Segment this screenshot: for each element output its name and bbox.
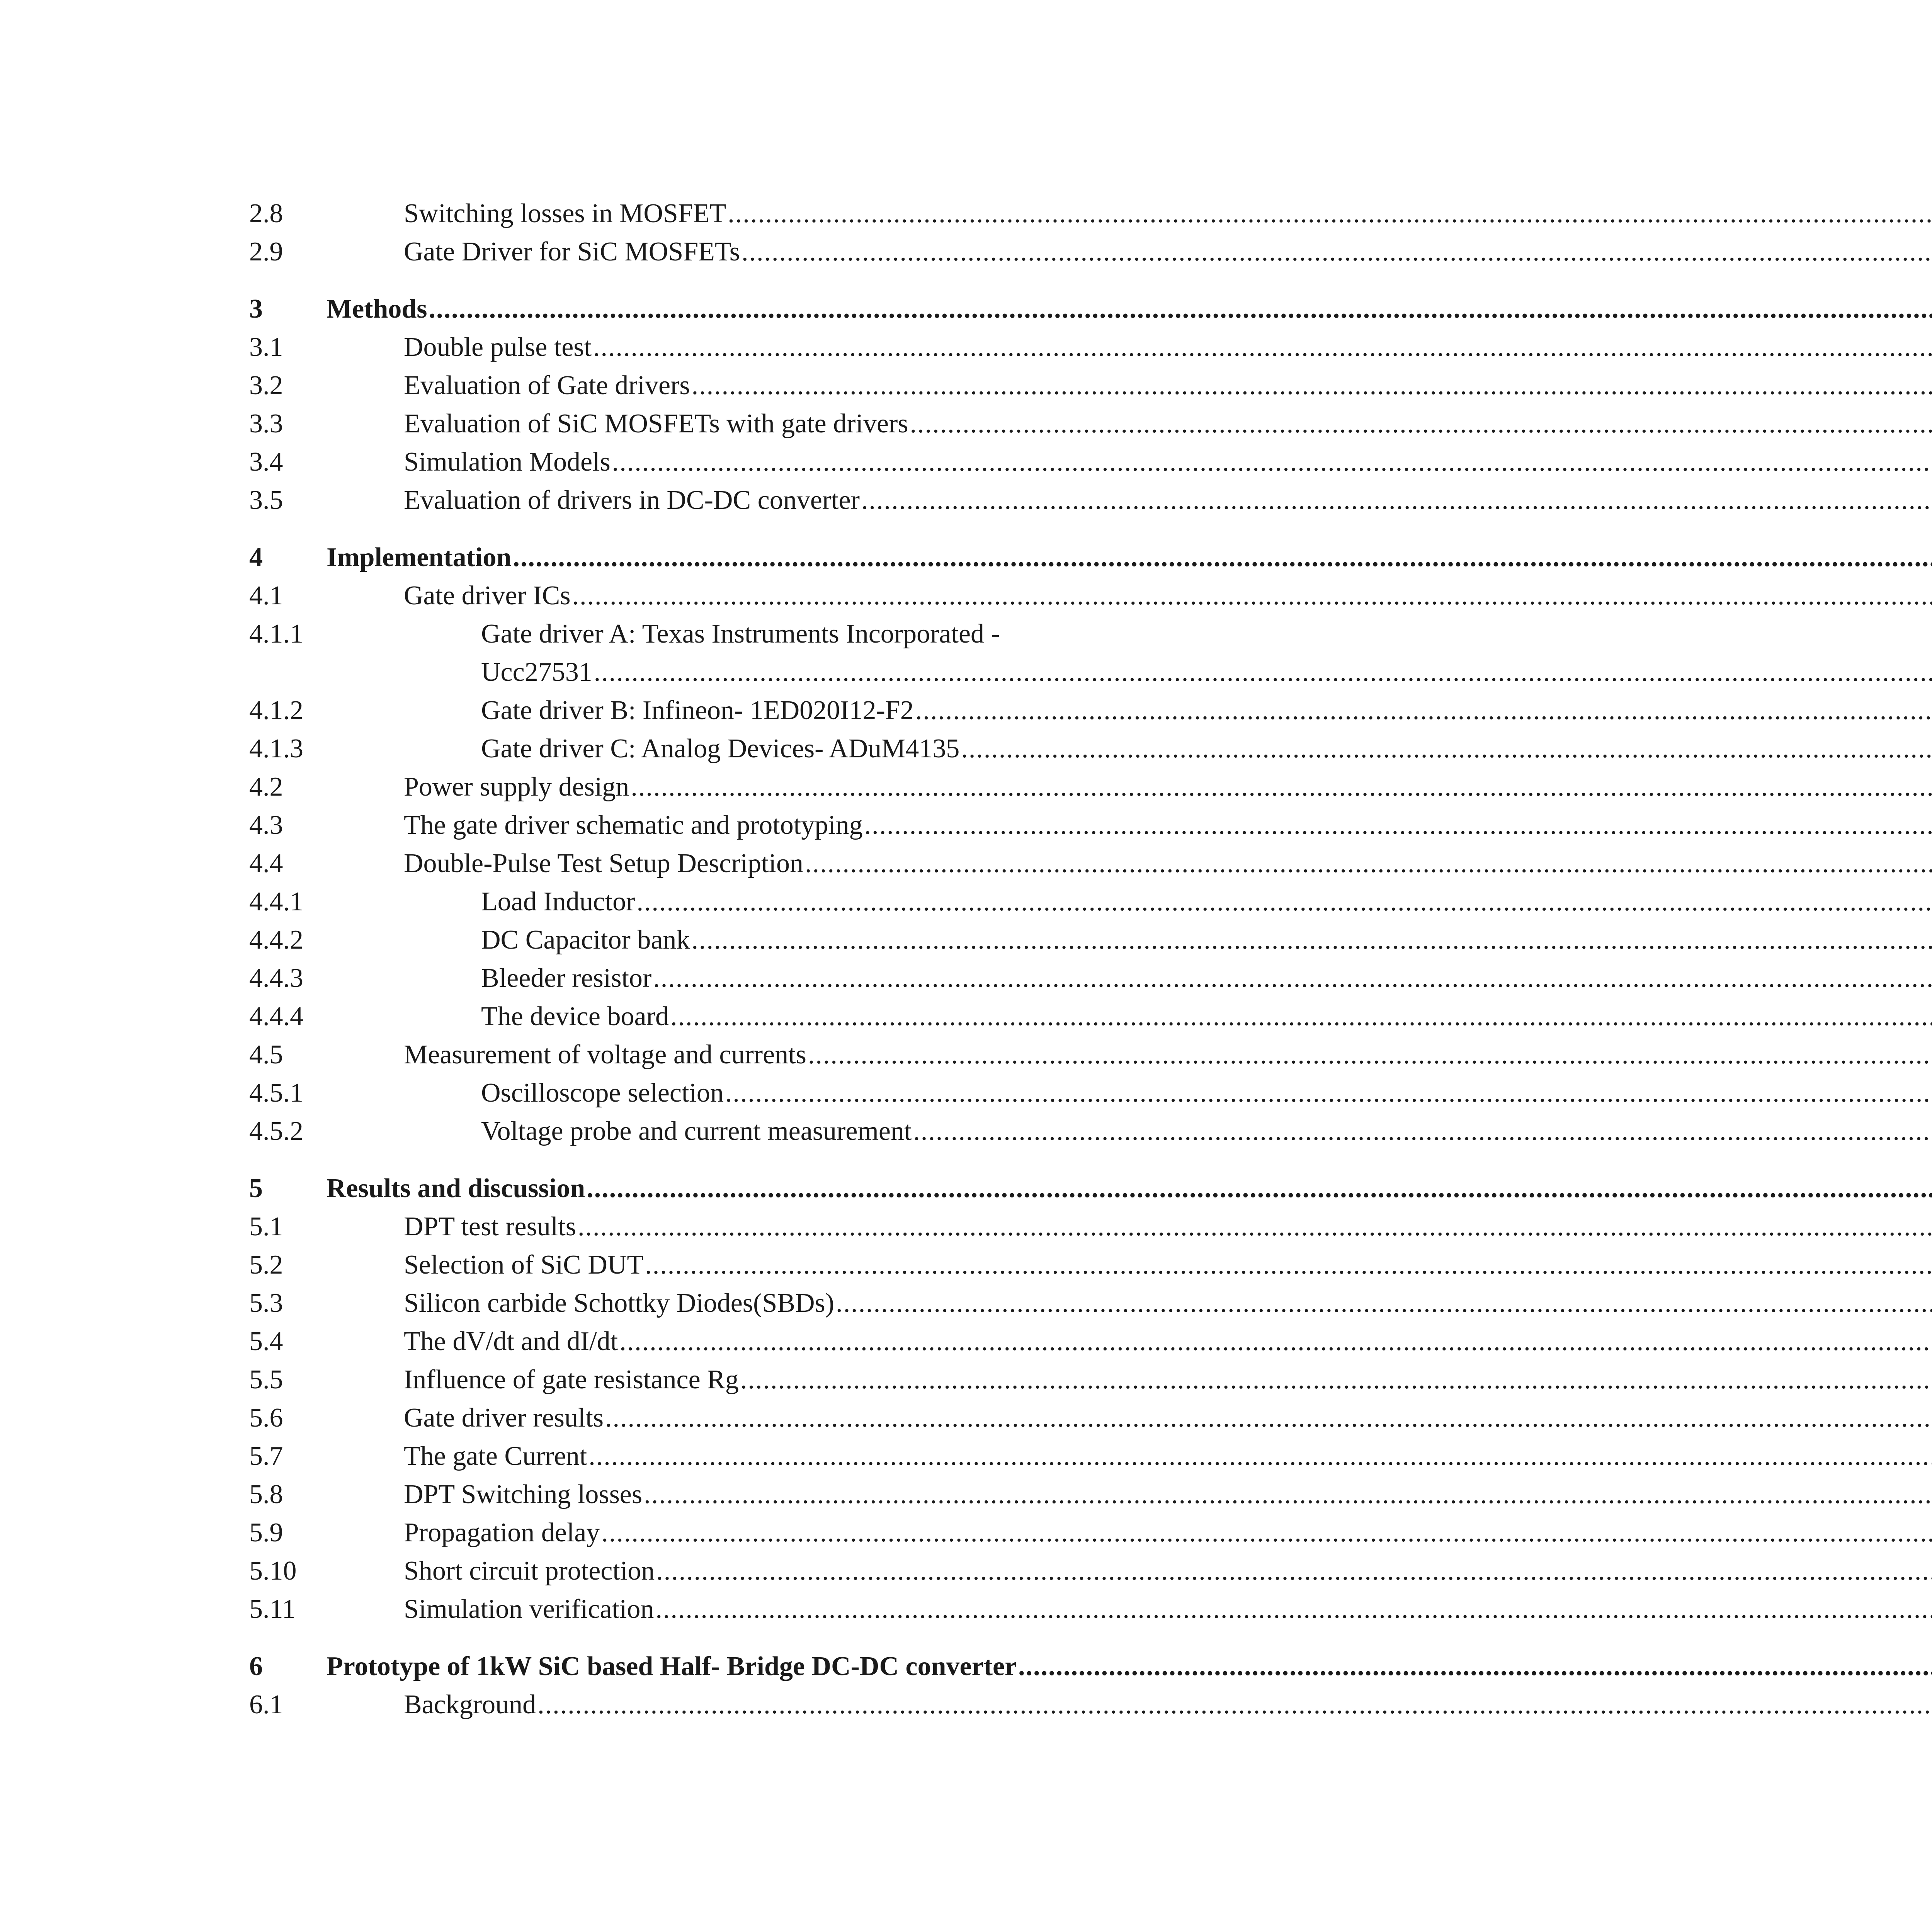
toc-entry-title: Evaluation of drivers in DC-DC converter — [404, 485, 860, 515]
toc-entry-number: 4.5.2 — [249, 1116, 303, 1146]
toc-entry — [249, 199, 1157, 233]
dot-leader — [513, 538, 1932, 577]
toc-entry — [249, 1036, 1157, 1074]
dot-leader — [612, 443, 1932, 481]
toc-entry-number: 4.2 — [249, 772, 283, 802]
toc-entry — [249, 328, 1157, 367]
toc-chapter-entry — [249, 1169, 1157, 1208]
toc-entry-number: 4.1.2 — [249, 696, 303, 725]
toc-entry — [249, 691, 1157, 730]
toc-entry-title: Gate driver A: Texas Instruments Incorporated - — [481, 619, 1000, 649]
toc-entry-number: 5.11 — [249, 1594, 296, 1624]
dot-leader — [740, 1361, 1932, 1399]
dot-leader — [692, 366, 1932, 405]
toc-entry-title: The dV/dt and dI/dt — [404, 1327, 618, 1356]
toc-entry-number: 6.1 — [249, 1690, 283, 1719]
toc-entry — [249, 1552, 1157, 1590]
toc-entry-title: Implementation — [327, 543, 512, 572]
toc-entry-title: The device board — [481, 1002, 669, 1031]
toc-entry — [249, 997, 1157, 1036]
toc-entry-title: Results and discussion — [327, 1173, 585, 1203]
toc-entry-title: Simulation Models — [404, 447, 611, 477]
toc-chapter-entry — [249, 1647, 1157, 1686]
toc-entry — [249, 1361, 1157, 1399]
toc-entry-title: Methods — [327, 294, 427, 324]
toc-entry-number: 3 — [249, 294, 263, 324]
toc-entry-number: 5.10 — [249, 1556, 297, 1586]
toc-entry — [249, 1246, 1157, 1284]
dot-leader — [864, 806, 1932, 845]
toc-entry-title: Oscilloscope selection — [481, 1078, 724, 1108]
toc-entry — [249, 366, 1157, 405]
toc-entry-title: Short circuit protection — [404, 1556, 655, 1586]
dot-leader — [913, 1112, 1932, 1151]
dot-leader — [1018, 1647, 1932, 1686]
toc-entry-number: 5.9 — [249, 1518, 283, 1548]
toc-entry-title: Gate driver B: Infineon- 1ED020I12-F2 — [481, 696, 914, 725]
toc-entry — [249, 768, 1157, 806]
toc-entry-title: Double pulse test — [404, 332, 592, 362]
toc-entry — [249, 730, 1157, 768]
toc-entry-title: Gate Driver for SiC MOSFETs — [404, 237, 740, 267]
toc-entry-title: DC Capacitor bank — [481, 925, 690, 955]
toc-entry-number: 3.4 — [249, 447, 283, 477]
toc-entry-title: DPT test results — [404, 1212, 576, 1242]
toc-entry-number: 4.4.1 — [249, 887, 303, 917]
toc-entry-number: 5.3 — [249, 1288, 283, 1318]
toc-entry-title: The gate Current — [404, 1441, 587, 1471]
dot-leader — [636, 883, 1932, 921]
toc-entry-title: Prototype of 1kW SiC based Half- Bridge DC-DC converter — [327, 1651, 1017, 1681]
dot-leader — [961, 730, 1932, 768]
toc-entry-number: 4.4.3 — [249, 963, 303, 993]
toc-entry-title: Measurement of voltage and currents — [404, 1040, 806, 1070]
dot-leader — [670, 997, 1932, 1036]
toc-entry — [249, 615, 1157, 653]
toc-entry-title: DPT Switching losses — [404, 1480, 643, 1509]
toc-entry-title: Evaluation of Gate drivers — [404, 371, 690, 400]
toc-entry — [249, 844, 1157, 883]
toc-entry-number: 5.4 — [249, 1327, 283, 1356]
dot-leader — [861, 481, 1932, 520]
toc-entry — [249, 1437, 1157, 1476]
dot-leader — [805, 844, 1932, 883]
dot-leader — [742, 233, 1932, 271]
dot-leader — [601, 1514, 1932, 1552]
toc-entry — [249, 883, 1157, 921]
dot-leader — [605, 1399, 1932, 1437]
toc-entry-title: Gate driver ICs — [404, 581, 571, 611]
toc-entry-title-continued: Ucc27531 — [481, 657, 592, 687]
dot-leader — [572, 577, 1932, 615]
toc-entry-number: 4.1 — [249, 581, 283, 611]
toc-entry-number: 4.4.4 — [249, 1002, 303, 1031]
toc-chapter-entry — [249, 290, 1157, 328]
toc-entry-number: 4 — [249, 543, 263, 572]
toc-entry-title: Simulation verification — [404, 1594, 654, 1624]
dot-leader — [808, 1036, 1932, 1074]
dot-leader — [593, 328, 1932, 367]
toc-entry-number: 5.1 — [249, 1212, 283, 1242]
toc-entry — [249, 1685, 1157, 1724]
toc-entry-title: Selection of SiC DUT — [404, 1250, 644, 1280]
toc-entry-number: 3.5 — [249, 485, 283, 515]
dot-leader — [910, 405, 1932, 443]
dot-leader — [587, 1169, 1932, 1208]
toc-entry-title: Influence of gate resistance Rg — [404, 1365, 739, 1395]
toc-entry — [249, 1208, 1157, 1246]
toc-entry — [249, 1590, 1157, 1629]
toc-entry — [249, 1074, 1157, 1112]
toc-entry-title: Double-Pulse Test Setup Description — [404, 849, 803, 878]
dot-leader — [578, 1208, 1932, 1246]
toc-entry — [249, 921, 1157, 959]
toc-entry — [249, 1399, 1157, 1437]
toc-entry-title: Gate driver results — [404, 1403, 604, 1433]
toc-entry-number: 4.5.1 — [249, 1078, 303, 1108]
toc-entry-number: 4.4.2 — [249, 925, 303, 955]
dot-leader — [537, 1685, 1932, 1724]
toc-entry-number: 4.1.1 — [249, 619, 303, 649]
toc-entry-number: 3.1 — [249, 332, 283, 362]
toc-entry-continuation — [249, 653, 1157, 692]
dot-leader — [656, 1552, 1932, 1590]
toc-entry — [249, 959, 1157, 998]
dot-leader — [915, 691, 1932, 730]
toc-entry — [249, 1284, 1157, 1323]
toc-entry-number: 5.8 — [249, 1480, 283, 1509]
toc-entry-title: Propagation delay — [404, 1518, 600, 1548]
dot-leader — [655, 1590, 1932, 1629]
dot-leader — [594, 653, 1932, 692]
toc-entry — [249, 405, 1157, 443]
toc-entry-number: 4.5 — [249, 1040, 283, 1070]
toc-entry — [249, 1514, 1157, 1552]
toc-entry-title: The gate driver schematic and prototyping — [404, 810, 863, 840]
toc-entry-title: Power supply design — [404, 772, 629, 802]
toc-entry-title: Voltage probe and current measurement — [481, 1116, 912, 1146]
toc-entry-title: Bleeder resistor — [481, 963, 652, 993]
dot-leader — [644, 1475, 1932, 1514]
dot-leader — [836, 1284, 1932, 1323]
toc-entry — [249, 1475, 1157, 1514]
toc-entry-number: 5.7 — [249, 1441, 283, 1471]
toc-entry-number: 2.8 — [249, 199, 283, 228]
toc-entry-number: 5.6 — [249, 1403, 283, 1433]
toc-entry-number: 5.5 — [249, 1365, 283, 1395]
dot-leader — [645, 1246, 1932, 1284]
dot-leader — [728, 194, 1932, 233]
dot-leader — [588, 1437, 1932, 1476]
toc-entry — [249, 1112, 1157, 1151]
dot-leader — [691, 921, 1932, 959]
toc-entry — [249, 443, 1157, 481]
toc-entry-number: 4.1.3 — [249, 734, 303, 764]
dot-leader — [631, 768, 1932, 806]
toc-entry — [249, 577, 1157, 615]
toc-entry-title: Load Inductor — [481, 887, 635, 917]
toc-entry-number: 4.3 — [249, 810, 283, 840]
dot-leader — [429, 290, 1932, 328]
toc-entry-number: 6 — [249, 1651, 263, 1681]
toc-chapter-entry — [249, 538, 1157, 577]
toc-entry-number: 3.3 — [249, 409, 283, 439]
toc-entry-number: 2.9 — [249, 237, 283, 267]
toc-entry-title: Evaluation of SiC MOSFETs with gate drivers — [404, 409, 908, 439]
dot-leader — [653, 959, 1932, 998]
toc-entry — [249, 233, 1157, 271]
toc-entry-title: Gate driver C: Analog Devices- ADuM4135 — [481, 734, 960, 764]
toc-entry-title: Switching losses in MOSFET — [404, 199, 726, 228]
toc-entry-title: Silicon carbide Schottky Diodes(SBDs) — [404, 1288, 835, 1318]
toc-entry-number: 4.4 — [249, 849, 283, 878]
dot-leader — [725, 1074, 1932, 1112]
toc-entry-number: 5.2 — [249, 1250, 283, 1280]
toc-entry — [249, 806, 1157, 845]
toc-entry-number: 5 — [249, 1173, 263, 1203]
toc-entry-number: 3.2 — [249, 371, 283, 400]
toc-entry-title: Background — [404, 1690, 536, 1719]
toc-entry — [249, 1322, 1157, 1361]
dot-leader — [619, 1322, 1932, 1361]
toc-entry — [249, 481, 1157, 520]
